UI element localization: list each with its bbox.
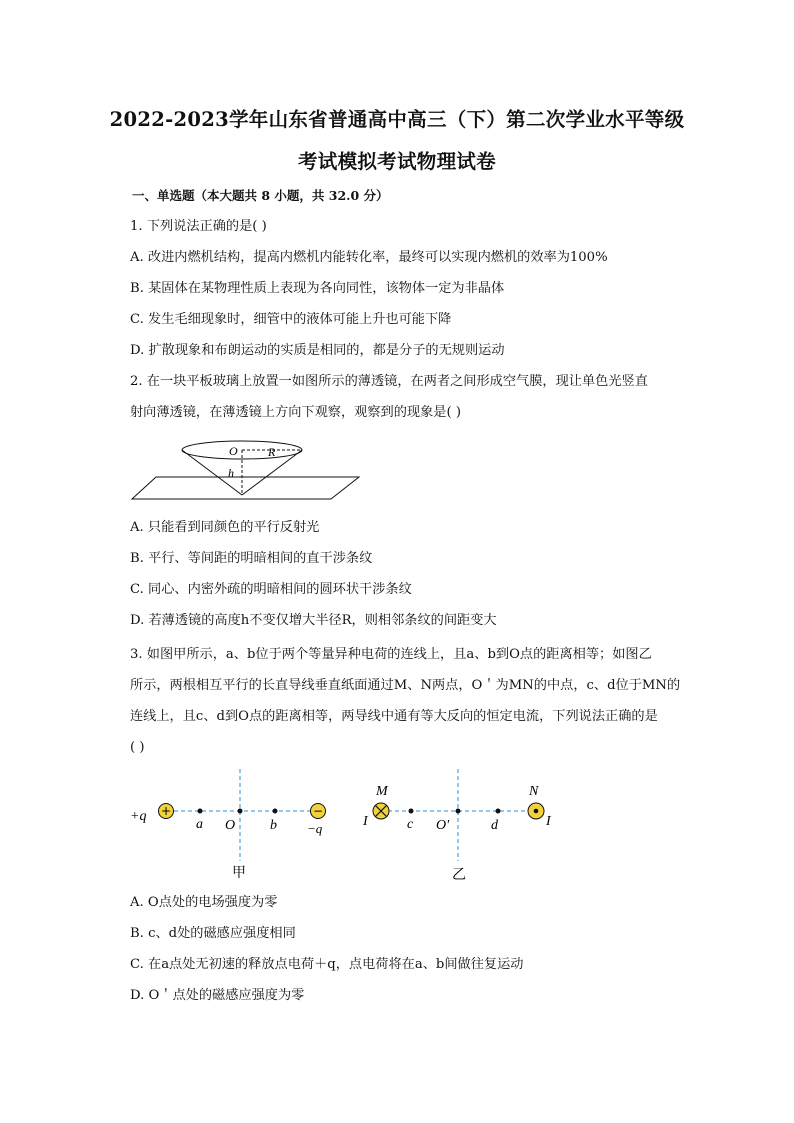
label-c: c	[407, 817, 414, 832]
point-c-dot	[409, 809, 414, 814]
question-2-option-b: B. 平行、等间距的明暗相间的直干涉条纹	[130, 551, 373, 566]
label-I-right: I	[546, 814, 551, 829]
label-N: N	[529, 784, 539, 799]
label-O: O	[229, 444, 238, 458]
question-3-option-b: B. c、d处的磁感应强度相同	[130, 926, 296, 941]
question-2-stem-line-1: 2. 在一块平板玻璃上放置一如图所示的薄透镜，在两者之间形成空气膜，现让单色光竖直	[130, 374, 648, 389]
question-3-stem-line-1: 3. 如图甲所示，a、b位于两个等量异种电荷的连线上，且a、b到O点的距离相等；如图乙	[130, 647, 652, 662]
svg-text:+: +	[160, 804, 172, 818]
question-1-stem: 1. 下列说法正确的是( )	[130, 219, 267, 234]
question-3-option-a: A. O点处的电场强度为零	[130, 895, 278, 910]
section-heading: 一、单选题（本大题共 8 小题，共 32.0 分）	[132, 188, 389, 203]
svg-text:−: −	[312, 804, 324, 818]
question-2-option-c: C. 同心、内密外疏的明暗相间的圆环状干涉条纹	[130, 582, 412, 597]
question-3-stem-line-2: 所示，两根相互平行的长直导线垂直纸面通过M、N两点，O＇为MN的中点，c、d位于MN的	[130, 678, 681, 693]
charges-and-wires-figure	[125, 765, 565, 887]
question-2-stem-line-2: 射向薄透镜，在薄透镜上方向下观察，观察到的现象是( )	[130, 405, 461, 420]
label-d: d	[491, 818, 498, 833]
label-a: a	[196, 817, 203, 832]
question-1-option-d: D. 扩散现象和布朗运动的实质是相同的，都是分子的无规则运动	[130, 343, 505, 358]
glass-plate	[132, 477, 359, 499]
point-d-dot	[496, 809, 501, 814]
label-M: M	[376, 784, 388, 799]
page-title-line-2: 考试模拟考试物理试卷	[297, 150, 496, 173]
question-3-option-c: C. 在a点处无初速的释放点电荷＋q，点电荷将在a、b间做往复运动	[130, 957, 524, 972]
label-I-left: I	[363, 814, 368, 829]
question-3-stem-line-4: ( )	[130, 740, 145, 755]
label-minus-q: −q	[307, 821, 323, 836]
label-yi: 乙	[452, 867, 466, 883]
label-b: b	[270, 818, 277, 833]
question-2-option-d: D. 若薄透镜的高度h不变仅增大半径R，则相邻条纹的间距变大	[130, 613, 497, 628]
label-O: O	[225, 818, 236, 833]
lens-on-glass-figure	[125, 435, 370, 505]
question-3-stem-line-3: 连线上，且c、d到O点的距离相等，两导线中通有等大反向的恒定电流，下列说法正确的是	[130, 709, 658, 724]
question-3-option-d: D. O＇点处的磁感应强度为零	[130, 988, 305, 1003]
page-title-line-1: 2022-2023学年山东省普通高中高三（下）第二次学业水平等级	[109, 108, 685, 131]
label-jia: 甲	[232, 865, 246, 881]
question-1-option-b: B. 某固体在某物理性质上表现为各向同性，该物体一定为非晶体	[130, 281, 505, 296]
question-2-option-a: A. 只能看到同颜色的平行反射光	[130, 520, 320, 535]
question-1-option-c: C. 发生毛细现象时，细管中的液体可能上升也可能下降	[130, 312, 452, 327]
label-O-prime: O'	[436, 818, 450, 833]
question-1-option-a: A. 改进内燃机结构，提高内燃机内能转化率，最终可以实现内燃机的效率为100%	[130, 250, 608, 265]
label-h: h	[228, 466, 234, 480]
label-plus-q: +q	[130, 809, 147, 824]
point-O-prime-dot	[456, 809, 461, 814]
label-R: R	[268, 445, 276, 459]
point-O-dot	[238, 809, 243, 814]
point-a-dot	[198, 809, 203, 814]
point-b-dot	[273, 809, 278, 814]
